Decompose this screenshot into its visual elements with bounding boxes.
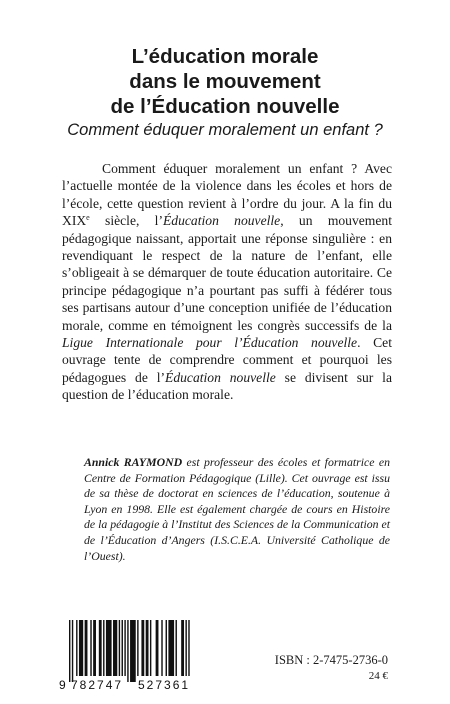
barcode-bar [176,620,177,676]
barcode-bar [103,620,104,676]
barcode-digits-right: 527361 [138,678,191,692]
title-line-3: de l’Éducation nouvelle [110,95,340,118]
barcode-bar [72,620,73,682]
title-line-1: L’éducation morale [131,45,319,68]
barcode-bar [99,620,102,676]
price: 24 € [368,670,388,682]
barcode [55,618,209,692]
summary-text-3: , un mouvement pédagogique naissant, apportait une réponse singulière : en revendiquant le respect de la nature de l’enfant, elle s’obligeait à se démarquer de toute éducation autoritaire. Ce principe pédagogique n’a pourtant pas suffi à fédérer tous ses partisans autour d’une conception unifiée de l’éducation morale, comme en témoignent les congrès successifs de la [62,213,392,333]
barcode-bar [166,620,167,676]
summary-text-5: se divisent sur la question de l’éducation morale. [62,369,392,403]
summary-paragraph [62,160,392,404]
author-name: Annick RAYMOND [84,455,183,469]
book-subtitle: Comment éduquer moralement un enfant ? [67,121,383,139]
barcode-bar [76,620,77,676]
barcode-bar [181,620,184,676]
summary-italic-1: Éducation nouvelle [162,213,281,229]
barcode-bar [122,620,123,676]
barcode-bar [156,620,159,676]
barcode-bar [150,620,151,676]
barcode-bar [161,620,162,676]
summary-text-2: siècle, l’ [89,213,163,229]
barcode-digits-left: 782747 [71,678,124,692]
summary-text-4: . Cet ouvrage tente de comprendre comment et pourquoi les pédagogues de l’ [62,335,392,385]
barcode-bar [79,620,83,676]
century-superscript: e [86,213,90,223]
barcode-bars [69,620,190,682]
barcode-bar [185,620,186,676]
barcode-bar [119,620,120,676]
barcode-bar [188,620,189,676]
book-title [0,44,450,119]
barcode-bar [146,620,149,676]
author-bio [84,455,390,564]
summary-italic-3: Éducation nouvelle [165,369,276,385]
barcode-bar [168,620,174,676]
barcode-bar [130,620,136,682]
barcode-bar [93,620,96,676]
barcode-bar [69,620,70,682]
barcode-bar [137,620,138,676]
barcode-digit-prefix: 9 [59,678,66,692]
summary-text-1: Comment éduquer moralement un enfant ? Avec l’actuelle montée de la violence dans les écoles et hors de l’école, cette question revient à l’ordre du jour. A la fin du XIX [62,161,392,229]
barcode-bar [85,620,88,676]
barcode-bar [90,620,91,676]
barcode-bar [113,620,117,676]
title-line-2: dans le mouvement [129,70,321,93]
barcode-bar [127,620,128,682]
barcode-bar [141,620,144,676]
isbn-number: ISBN : 2-7475-2736-0 [274,653,388,667]
summary-italic-2: Ligue Internationale pour l’Éducation nouvelle [62,335,358,351]
barcode-bar [106,620,112,676]
author-bio-text: est professeur des écoles et formatrice en Centre de Formation Pédagogique (Lille). Cet ouvrage est issu de sa thèse de doctorat en sciences de l’éducation, soutenue à Lyon en 1998. Elle est également chargée de cours en Histoire de la pédagogie à l’Institut des Sciences de la Communication et de l’Éducation d’Angers (I.S.C.E.A. Université Catholique de l’Ouest). [84,455,390,563]
barcode-bar [124,620,125,676]
